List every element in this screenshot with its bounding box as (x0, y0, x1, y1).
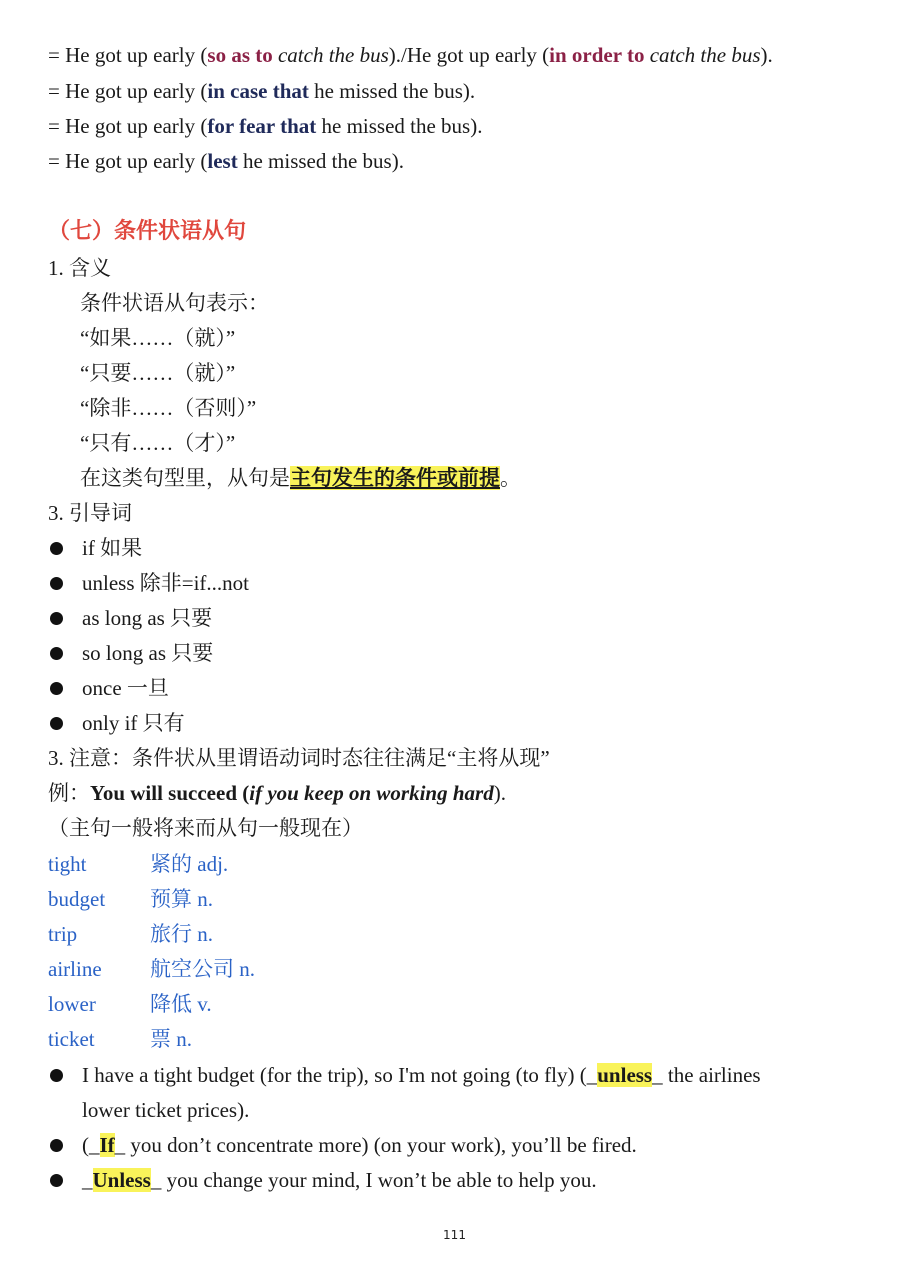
keyword-so-as-to: so as to (207, 43, 273, 67)
bullet-icon (50, 542, 63, 555)
meaning-line: 条件状语从句表示： (80, 291, 269, 315)
page-number: 111 (443, 1228, 466, 1242)
meaning-line: “如果……（就）” (80, 326, 236, 350)
bullet-icon (50, 577, 63, 590)
meaning-line: “只有……（才）” (80, 431, 236, 455)
meaning-line: “只要……（就）” (80, 361, 236, 385)
rewrite-line-1: = He got up early (so as to catch the bus)./He got up early (in order to catch the bus). (48, 43, 773, 67)
bullet-icon (50, 1174, 63, 1187)
list-item: only if 只有 (82, 711, 185, 735)
bullet-icon (50, 647, 63, 660)
keyword-lest: lest (207, 149, 238, 173)
list-item: unless 除非=if...not (82, 571, 250, 595)
keyword-in-order-to: in order to (549, 43, 645, 67)
vocab-row: airline 航空公司 n. (48, 957, 255, 981)
meaning-heading: 1. 含义 (48, 256, 111, 280)
bullet-icon (50, 612, 63, 625)
vocab-row: budget 预算 n. (48, 887, 213, 911)
note-line: 3. 注意：条件状从里谓语动词时态往往满足“主将从现” (48, 746, 550, 770)
exercise-2: (_If_ you don’t concentrate more) (on your work), you’ll be fired. (82, 1133, 637, 1157)
bullet-icon (50, 717, 63, 730)
list-item: as long as 只要 (82, 606, 213, 630)
exercise-1: I have a tight budget (for the trip), so I'm not going (to fly) (_unless_ the airlines (82, 1063, 761, 1087)
meaning-line: “除非……（否则）” (80, 396, 257, 420)
list-item: so long as 只要 (82, 641, 214, 665)
bullet-icon (50, 1139, 63, 1152)
answer-unless-capital: Unless (92, 1168, 151, 1192)
bullet-icon (50, 1069, 63, 1082)
bullet-icon (50, 682, 63, 695)
answer-if: If (99, 1133, 115, 1157)
example-line: 例：You will succeed (if you keep on working hard). (48, 781, 506, 805)
list-item: if 如果 (82, 536, 143, 560)
vocab-row: lower 降低 v. (48, 992, 212, 1016)
answer-unless: unless (597, 1063, 653, 1087)
vocab-row: tight 紧的 adj. (48, 852, 229, 876)
keyword-for-fear-that: for fear that (207, 114, 317, 138)
example-note: （主句一般将来而从句一般现在） (48, 816, 363, 840)
vocab-row: ticket 票 n. (48, 1027, 192, 1051)
rewrite-line-4: = He got up early (lest he missed the bus). (48, 149, 404, 173)
summary-line: 在这类句型里，从句是主句发生的条件或前提。 (80, 466, 521, 490)
rewrite-line-2: = He got up early (in case that he missed the bus). (48, 79, 476, 103)
section-title: （七）条件状语从句 (48, 219, 247, 244)
list-item: once 一旦 (82, 676, 169, 700)
rewrite-line-3: = He got up early (for fear that he missed the bus). (48, 114, 483, 138)
highlighted-condition: 主句发生的条件或前提 (290, 466, 500, 490)
conjunction-heading: 3. 引导词 (48, 501, 132, 525)
exercise-3: _Unless_ you change your mind, I won’t be able to help you. (82, 1168, 597, 1192)
exercise-1-continued: lower ticket prices). (82, 1098, 250, 1122)
vocab-row: trip 旅行 n. (48, 922, 213, 946)
keyword-in-case-that: in case that (207, 79, 309, 103)
